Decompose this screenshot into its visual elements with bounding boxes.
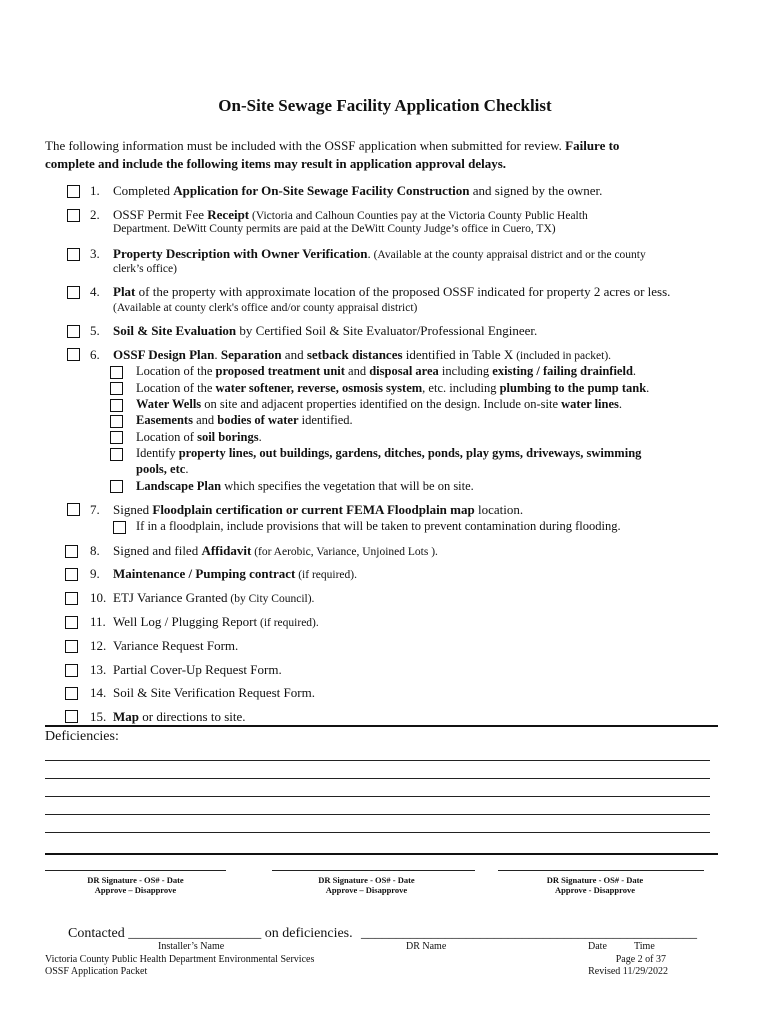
item-number: 10. [90, 590, 107, 605]
design-subitem: Location of the proposed treatment unit and disposal area including existing / failing drainfield. [136, 364, 637, 378]
checkbox-item-1[interactable] [67, 185, 80, 198]
design-subitem: Landscape Plan which specifies the vegetation that will be on site. [136, 479, 474, 493]
item-number: 3. [90, 246, 100, 261]
checklist-item-2-cont: Department. DeWitt County permits are paid at the DeWitt County Judge’s office in Cuero, TX) [113, 223, 556, 235]
item-number: 14. [90, 685, 107, 700]
deficiencies-label: Deficiencies: [45, 729, 119, 744]
checkbox-item-2[interactable] [67, 209, 80, 222]
checklist-item-2: OSSF Permit Fee Receipt (Victoria and Calhoun Counties pay at the Victoria County Public Health [113, 207, 588, 222]
installer-name-label: Installer’s Name [158, 941, 225, 952]
checkbox-item-14[interactable] [65, 687, 78, 700]
checkbox-item-9[interactable] [65, 568, 78, 581]
checkbox-item-3[interactable] [67, 248, 80, 261]
intro-warning-cont: complete and include the following items may result in application approval delays. [45, 156, 507, 171]
deficiency-line[interactable] [45, 796, 710, 797]
checklist-item-6: OSSF Design Plan. Separation and setback distances identified in Table X (included in packet). [113, 347, 612, 362]
design-subitem: Location of the water softener, reverse, osmosis system, etc. including plumbing to the pump tank. [136, 381, 650, 395]
checkbox-design-treatment[interactable] [110, 366, 123, 379]
checklist-item-7: Signed Floodplain certification or current FEMA Floodplain map location. [113, 502, 524, 517]
checkbox-item-8[interactable] [65, 545, 78, 558]
item-number: 4. [90, 284, 100, 299]
item-number: 13. [90, 662, 107, 677]
checklist-item-4-cont: (Available at county clerk's office and/or county appraisal district) [113, 302, 418, 314]
deficiency-line[interactable] [45, 832, 710, 833]
checklist-item-11: Well Log / Plugging Report (if required). [113, 614, 319, 629]
dr-name-label: DR Name [406, 941, 447, 952]
signature-line[interactable] [272, 870, 475, 871]
checkbox-design-easements[interactable] [110, 415, 123, 428]
checklist-item-14: Soil & Site Verification Request Form. [113, 685, 315, 700]
item-number: 2. [90, 207, 100, 222]
checkbox-item-12[interactable] [65, 640, 78, 653]
checklist-item-9: Maintenance / Pumping contract (if required). [113, 566, 357, 581]
contacted-line: Contacted ___________________ on deficiencies. [68, 926, 353, 941]
item-number: 6. [90, 347, 100, 362]
item-number: 7. [90, 502, 100, 517]
checkbox-item-13[interactable] [65, 664, 78, 677]
checkbox-design-borings[interactable] [110, 431, 123, 444]
installer-name-blank[interactable]: ___________________ [128, 926, 262, 941]
checklist-item-5: Soil & Site Evaluation by Certified Soil & Site Evaluator/Professional Engineer. [113, 323, 538, 338]
checkbox-design-wells[interactable] [110, 399, 123, 412]
signature-caption: DR Signature - OS# - Date Approve - Disapprove [546, 875, 644, 895]
checkbox-item-10[interactable] [65, 592, 78, 605]
item-number: 9. [90, 566, 100, 581]
design-subitem-cont: pools, etc. [136, 462, 189, 476]
signature-caption: DR Signature - OS# - Date Approve – Disapprove [87, 875, 184, 895]
intro-paragraph [45, 137, 725, 173]
section-divider [45, 725, 718, 727]
checkbox-item-5[interactable] [67, 325, 80, 338]
checklist-item-8: Signed and filed Affidavit (for Aerobic, Variance, Unjoined Lots ). [113, 543, 438, 558]
footer-revised: Revised 11/29/2022 [588, 966, 668, 977]
checklist-item-3: Property Description with Owner Verification. (Available at the county appraisal district and or the county [113, 246, 646, 261]
item-number: 12. [90, 638, 107, 653]
item-number: 8. [90, 543, 100, 558]
page-title: On-Site Sewage Facility Application Checklist [218, 96, 552, 115]
checkbox-item-4[interactable] [67, 286, 80, 299]
checklist-item-1: Completed Application for On-Site Sewage Facility Construction and signed by the owner. [113, 183, 603, 198]
footer-page-number: Page 2 of 37 [615, 954, 666, 965]
design-subitem: Water Wells on site and adjacent properties identified on the design. Include on-site water lines. [136, 397, 623, 411]
footer-department: Victoria County Public Health Department Environmental Services [45, 954, 315, 965]
checkbox-floodplain[interactable] [113, 521, 126, 534]
intro-text: The following information must be included with the OSSF application when submitted for review. [45, 138, 566, 153]
signature-caption: DR Signature - OS# - Date Approve – Disapprove [318, 875, 415, 895]
intro-warning: Failure to [565, 138, 620, 153]
design-subitem: Easements and bodies of water identified. [136, 413, 353, 427]
checklist-item-15: Map or directions to site. [113, 709, 246, 724]
checklist-item-4: Plat of the property with approximate location of the proposed OSSF indicated for property 2 acres or less. [113, 284, 671, 299]
design-subitem: Identify property lines, out buildings, gardens, ditches, ponds, play gyms, driveways, swimming [136, 446, 642, 460]
time-label: Time [634, 941, 655, 952]
checkbox-design-landscape[interactable] [110, 480, 123, 493]
deficiency-line[interactable] [45, 760, 710, 761]
item-number: 1. [90, 183, 100, 198]
checkbox-design-property[interactable] [110, 448, 123, 461]
checkbox-item-7[interactable] [67, 503, 80, 516]
checklist-item-3-cont: clerk’s office) [113, 263, 177, 275]
checklist-item-13: Partial Cover-Up Request Form. [113, 662, 282, 677]
dr-date-time-blank[interactable]: ________________________________________________ [361, 926, 697, 941]
item-number: 5. [90, 323, 100, 338]
item-number: 11. [90, 614, 106, 629]
signature-line[interactable] [45, 870, 226, 871]
item-number: 15. [90, 709, 107, 724]
checklist-item-12: Variance Request Form. [113, 638, 239, 653]
section-divider [45, 853, 718, 855]
deficiency-line[interactable] [45, 778, 710, 779]
checkbox-item-11[interactable] [65, 616, 78, 629]
checkbox-design-softener[interactable] [110, 382, 123, 395]
signature-line[interactable] [498, 870, 704, 871]
checkbox-item-15[interactable] [65, 710, 78, 723]
floodplain-subitem: If in a floodplain, include provisions that will be taken to prevent contamination during flooding. [136, 519, 621, 533]
date-label: Date [588, 941, 607, 952]
checklist-item-10: ETJ Variance Granted (by City Council). [113, 590, 315, 605]
design-subitem: Location of soil borings. [136, 430, 262, 444]
checkbox-item-6[interactable] [67, 348, 80, 361]
deficiency-line[interactable] [45, 814, 710, 815]
footer-packet: OSSF Application Packet [45, 966, 148, 977]
